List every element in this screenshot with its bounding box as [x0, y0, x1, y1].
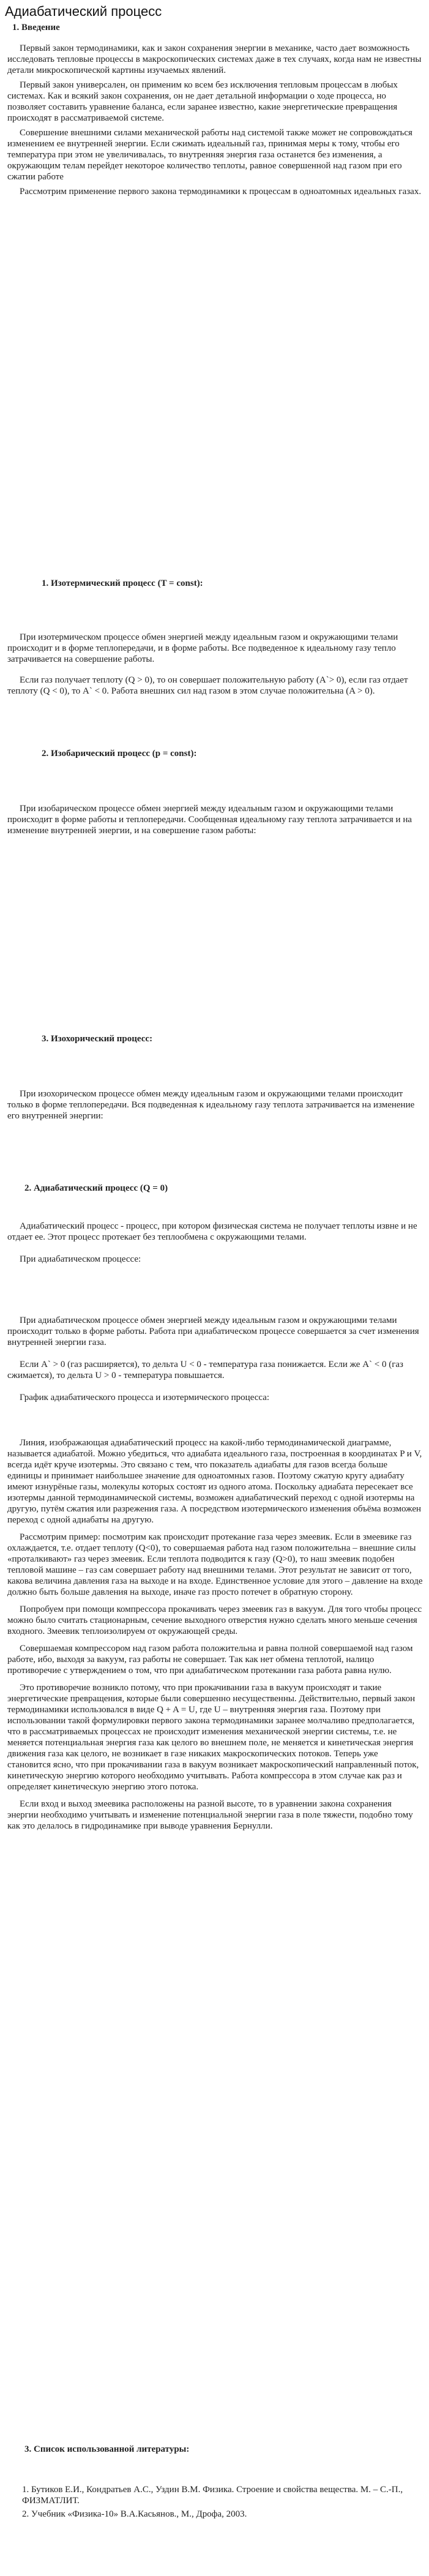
heading-number: 1. — [42, 578, 49, 588]
heading-isobaric — [7, 748, 423, 759]
section-references — [7, 2444, 423, 2520]
reference-item: 2. Учебник «Физика-10» В.А.Касьянов., М., Дрофа, 2003. — [22, 2509, 247, 2519]
paragraph: Адиабатический процесс - процесс, при котором физическая система не получает теплоты извне и не отдает ее. Этот процесс протекает без теплообмена с окружающими телами. — [7, 1221, 417, 1242]
paragraph: Рассмотрим пример: посмотрим как происходит протекание газа через змеевик. Если в змеевике газ охлаждается, т.е. отдает теплоту (Q<0), то совершаемая работа над газом положительна – внешние силы «проталкивают» газ через змеевик. Если теплота подводится к газу (Q>0), то наш змеевик подобен тепловой машине – газ сам совершает работу над внешними телами. Этот результат не зависит от того, какова величина давления газа на выходе и на входе. Единственное условие для этого – давление на входе должно быть больше давления на выходе, иначе газ просто потечет в обратную сторону. — [7, 1532, 423, 1597]
heading-introduction — [7, 22, 423, 33]
section-isothermal — [7, 578, 423, 697]
heading-text: Адиабатический процесс (Q = 0) — [34, 1183, 168, 1193]
paragraph: Совершение внешними силами механической работы над системой также может не сопровождаться изменением ее внутренней энергии. Если сжимать идеальный газ, принимая меры к тому, чтобы его температура при этом не увеличивалась, то внутренняя энергия газа останется без изменения, а окружающим телам перейдет некоторое количество теплоты, равное совершенной над газом при его сжатии работе — [7, 128, 412, 182]
heading-number: 1. — [12, 23, 20, 32]
paragraph: Это противоречие возникло потому, что при прокачивании газа в вакуум происходят и такие энергетические превращения, которые были совершенно несущественны. Действительно, первый закон термодинамики использовался в виде Q + A = U, где U – внутренняя энергия газа. Поэтому при использовании такой формулировки первого закона термодинамики заранее молчаливо предполагается, что в рассматриваемых процессах не происходит изменения механической энергии системы, т.е. не меняется потенциальная энергия газа как целого во внешнем поле, не меняется и кинетическая энергия движения газа как целого, не возникает в газе никаких макроскопических потоков. Теперь уже становится ясно, что при прокачивании газа в вакуум возникает макроскопический направленный поток, кинетическую энергию которого необходимо учитывать. Работа компрессора в этом случае как раз и определяет кинетическую энергию этого потока. — [7, 1683, 419, 1792]
section-introduction — [7, 22, 423, 197]
section-isochoric — [7, 1033, 423, 1121]
heading-text: Введение — [21, 23, 60, 32]
paragraph: Первый закон термодинамики, как и закон сохранения энергии в механике, часто дает возможность исследовать тепловые процессы в макроскопических системах даже в тех случаях, когда нам не известны детали микроскопической картины изучаемых явлений. — [7, 43, 422, 75]
heading-number: 2. — [42, 749, 49, 758]
heading-references — [7, 2444, 423, 2455]
heading-text: Изобарический процесс (p = const): — [51, 749, 197, 758]
heading-number: 2. — [24, 1183, 32, 1193]
heading-text: Список использованной литературы: — [34, 2444, 190, 2454]
paragraph: Рассмотрим применение первого закона термодинамики к процессам в однoатомных идеальных газах. — [20, 187, 422, 197]
heading-text: Изохорический процесс: — [51, 1034, 153, 1044]
section-adiabatic — [7, 1183, 423, 1832]
paragraph: Совершаемая компрессором над газом работа положительна и равна полной совершаемой над газом работе, ибо, выходя за вакуум, газ работы не совершает. Так как нет обмена теплотой, налицо противоречие с утверждением о том, что при адиабатическом протекании газа работа равна нулю. — [7, 1644, 413, 1676]
paragraph: При изохорическом процессе обмен между идеальным газом и окружающими телами происходит только в форме теплопередачи. Вся подведенная к идеальному газу теплота затрачивается на изменение его внутренней энергии: — [7, 1089, 415, 1121]
paragraph: График адиабатического процесса и изотермического процесса: — [20, 1393, 270, 1402]
heading-text: Изотермический процесс (T = const): — [51, 578, 203, 588]
paragraph: Линия, изображающая адиабатический процесс на какой-либо термодинамической диаграмме, называется адиабатой. Можно убедиться, что адиабата идеального газа, построенная в координатах P и V, всегда идёт круче изотермы. Это связано с тем, что показатель адиабаты для газов всегда больше единицы и принимает наибольшее значение для одноатомных газов. Поэтому сжатую кругу адиабату имеют изнурёные газы, молекулы которых состоят из одного атома. Поскольку адиабата пересекает все изотермы данной термодинамической системы, возможен адиабатический переход с одной изотермы на другую, путём сжатия или разрежения газа. А посредством изотермического изменения объёма возможен переход с одной адиабаты на другую. — [7, 1438, 422, 1525]
paragraph: Попробуем при помощи компрессора прокачивать через змеевик газ в вакуум. Для того чтобы процесс можно было считать стационарным, сечение выходного отверстия нужно сделать много меньше сечения входного. Змеевик теплоизолируем от окружающей среды. — [7, 1604, 422, 1636]
paragraph: При адиабатическом процессе: — [20, 1254, 141, 1264]
paragraph: Если A` > 0 (газ расширяется), то дельта U < 0 - температура газа понижается. Если же A` < 0 (газ сжимается), то дельта U > 0 - температура повышается. — [7, 1360, 403, 1380]
heading-isochoric — [7, 1033, 423, 1044]
paragraph: При изотермическом процессе обмен энергией между идеальным газом и окружающими телами происходит и в форме теплопередачи, и в форме работы. Все подведенное к идеальному газу тепло затрачивается на совершение работы. — [7, 632, 398, 664]
heading-isothermal — [7, 578, 423, 589]
paragraph: Первый закон универсален, он применим ко всем без исключения тепловым процессам в любых системах. Как и всякий закон сохранения, он не дает детальной информации о ходе процесса, но позволяет составить уравнение баланса, если заранее известно, какие энергетические превращения происходят в рассматриваемой системе. — [7, 80, 398, 123]
paragraph: При изобарическом процессе обмен энергией между идеальным газом и окружающими телами происходит в форме работы и теплопередачи. Сообщенная идеальному газу теплота затрачивается и на изменение внутренней энергии, и на совершение газом работы: — [7, 804, 412, 836]
heading-number: 3. — [24, 2444, 32, 2454]
section-isobaric — [7, 748, 423, 836]
reference-item: 1. Бутиков Е.И., Кондратьев А.С., Уздин В.М. Физика. Строение и свойства вещества. М. – С.-П., ФИЗМАТЛИТ. — [22, 2485, 403, 2506]
paragraph: Если газ получает теплоту (Q > 0), то он совершает положительную работу (A`> 0), если газ отдает теплоту (Q < 0), то A` < 0. Работа внешних сил над газом в этом случае положительна (A > 0). — [7, 675, 408, 696]
paragraph: Если вход и выход змеевика расположены на разной высоте, то в уравнении закона сохранения энергии необходимо учитывать и изменение потенциальной энергии газа в поле тяжести, подобно тому как это делалось в гидродинамике при выводе уравнения Бернулли. — [7, 1799, 413, 1831]
paragraph: При адиабатическом процессе обмен энергией между идеальным газом и окружающими телами происходит только в форме работы. Работа при адиабатическом процессе совершается за счет изменения внутренней энергии газа. — [7, 1316, 419, 1347]
heading-adiabatic — [7, 1183, 423, 1194]
page-title: Адиабатический процесс — [5, 4, 162, 19]
heading-number: 3. — [42, 1034, 49, 1044]
